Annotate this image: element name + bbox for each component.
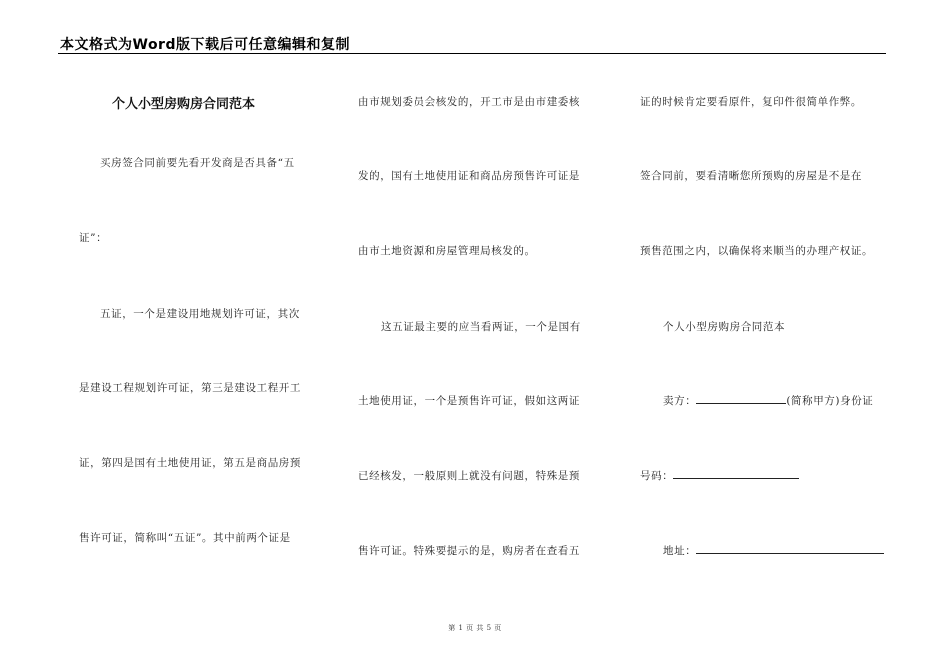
- address-label: 地址：: [663, 545, 697, 557]
- id-number-blank: [673, 469, 799, 479]
- seller-suffix: (简称甲方)身份证: [786, 395, 874, 407]
- id-number-field: [640, 468, 799, 483]
- seller-blank: [696, 394, 786, 404]
- text-line: 个人小型房购房合同范本: [663, 321, 786, 333]
- text-line: 由市土地资源和房屋管理局核发的。: [358, 245, 536, 257]
- document-title: 个人小型房购房合同范本: [112, 97, 256, 112]
- text-line: 五证，一个是建设用地规划许可证，其次: [100, 308, 300, 320]
- address-field: [663, 543, 884, 558]
- text-line: 售许可证。特殊要提示的是，购房者在查看五: [358, 545, 580, 557]
- header-divider: [58, 53, 886, 54]
- seller-field: [663, 393, 873, 408]
- text-line: 由市规划委员会核发的，开工市是由市建委核: [358, 96, 580, 108]
- text-line: 土地使用证，一个是预售许可证，假如这两证: [358, 395, 580, 407]
- page-header-title: 本文格式为Word版下载后可任意编辑和复制: [60, 37, 350, 53]
- seller-label: 卖方：: [663, 395, 697, 407]
- page-footer: 第 1 页 共 5 页: [448, 624, 502, 632]
- text-line: 售许可证，简称叫“五证”。其中前两个证是: [79, 532, 291, 544]
- text-line: 买房签合同前要先看开发商是否具备“五: [100, 157, 295, 169]
- address-blank: [696, 544, 884, 554]
- text-line: 这五证最主要的应当看两证，一个是国有: [381, 321, 581, 333]
- text-line: 发的，国有土地使用证和商品房预售许可证是: [358, 170, 580, 182]
- id-number-label: 号码：: [640, 470, 674, 482]
- text-line: 是建设工程规划许可证，第三是建设工程开工: [79, 382, 301, 394]
- text-line: 证，第四是国有土地使用证，第五是商品房预: [79, 457, 301, 469]
- text-line: 签合同前，要看清晰您所预购的房屋是不是在: [640, 170, 862, 182]
- text-line: 预售范围之内，以确保将来顺当的办理产权证。: [640, 245, 874, 257]
- text-line: 证”：: [79, 232, 108, 244]
- text-line: 已经核发，一般原则上就没有问题，特殊是预: [358, 470, 580, 482]
- text-line: 证的时候肯定要看原件，复印件很简单作弊。: [640, 96, 862, 108]
